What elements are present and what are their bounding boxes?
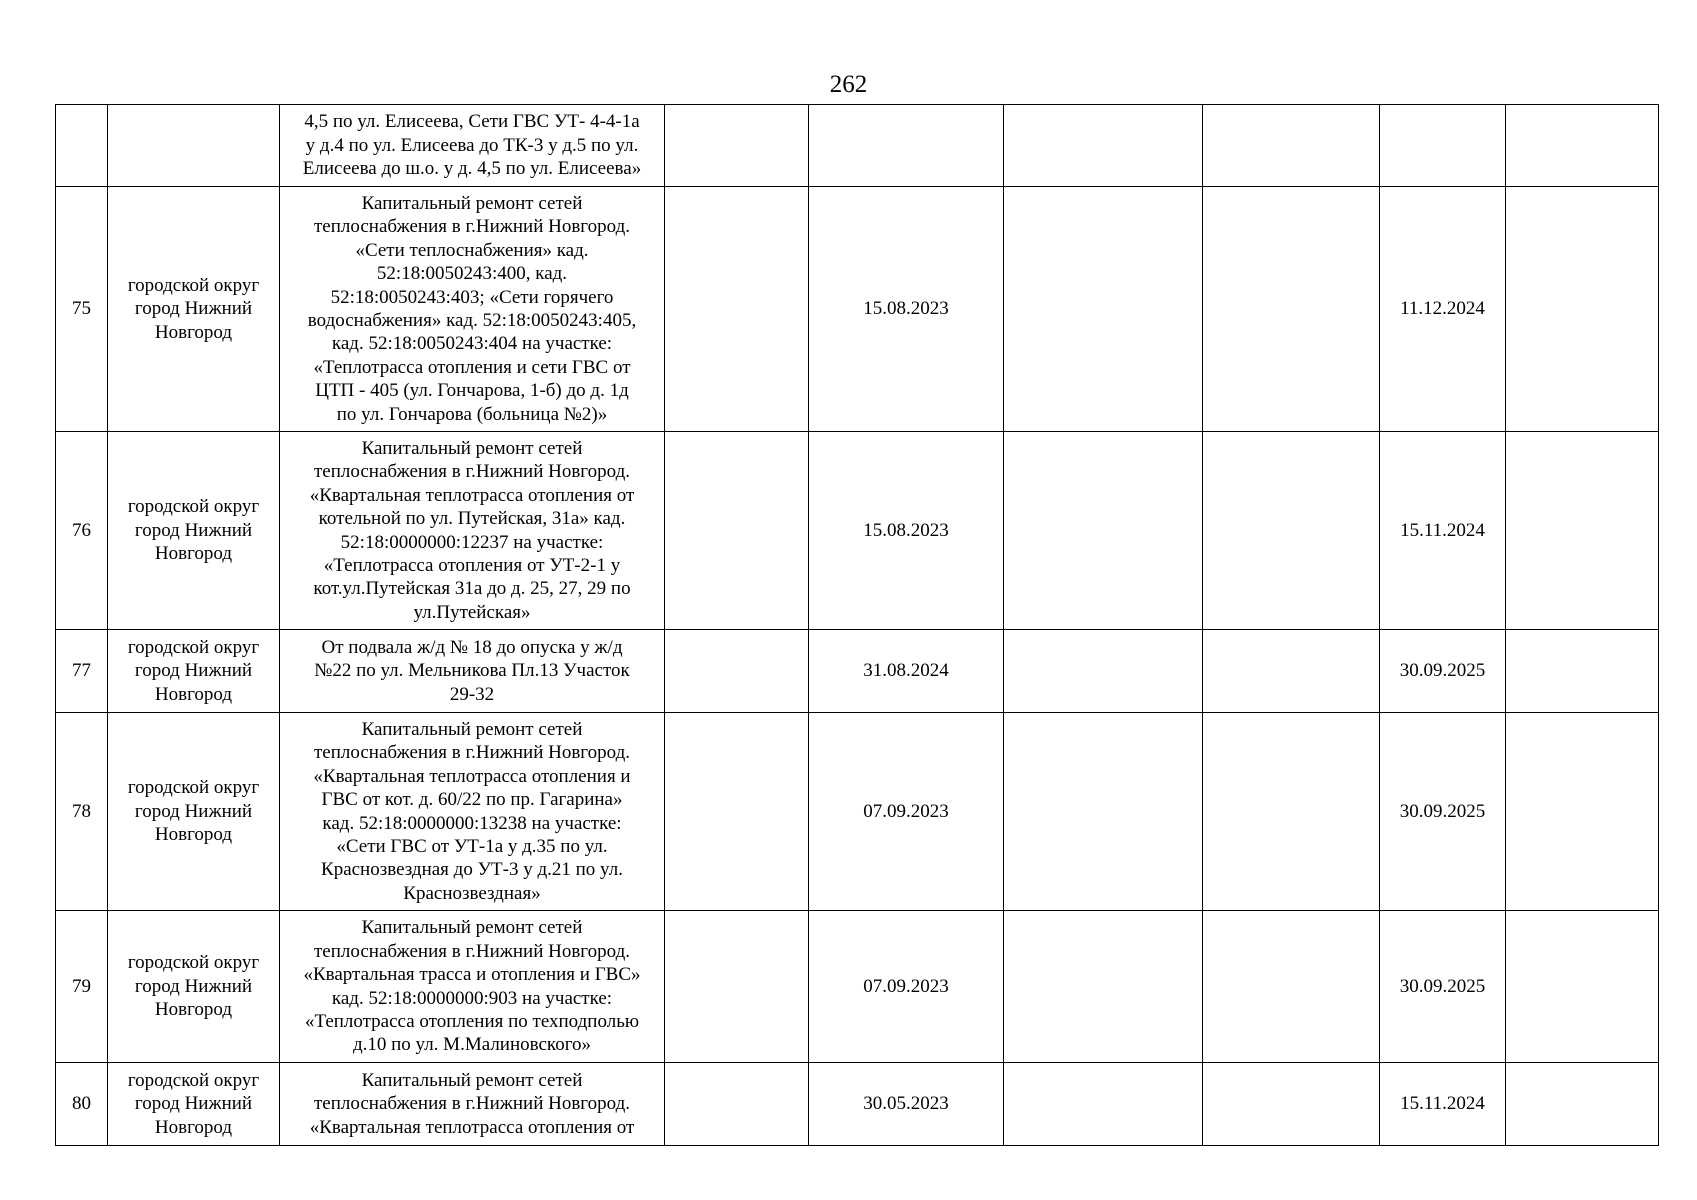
municipality-line: городской округ xyxy=(127,636,260,658)
table-row xyxy=(56,187,1659,432)
municipality-line: городской округ xyxy=(127,1069,260,1091)
start-date-cell: 31.08.2024 xyxy=(809,630,1004,713)
table-row xyxy=(56,105,1659,187)
table-body xyxy=(56,105,1659,1146)
column-7-cell xyxy=(1203,713,1380,911)
column-9-cell xyxy=(1506,1063,1659,1146)
description-line: теплоснабжения в г.Нижний Новгород. xyxy=(314,742,630,764)
municipality-line: Новгород xyxy=(154,1116,233,1138)
start-date-cell: 30.05.2023 xyxy=(809,1063,1004,1146)
column-4-cell xyxy=(665,1063,809,1146)
description-line: Капитальный ремонт сетей xyxy=(361,718,583,740)
description-line: кад. 52:18:0000000:903 на участке: xyxy=(331,987,613,1009)
municipality-line: город Нижний xyxy=(134,660,253,682)
column-7-cell xyxy=(1203,432,1380,630)
row-number-cell: 77 xyxy=(56,630,108,713)
table-row xyxy=(56,432,1659,630)
end-date-cell: 11.12.2024 xyxy=(1380,187,1506,432)
column-6-cell xyxy=(1004,630,1203,713)
description-line: д.10 по ул. М.Малиновского» xyxy=(352,1034,592,1056)
municipality-line: городской округ xyxy=(127,952,260,974)
municipality-line: город Нижний xyxy=(134,800,253,822)
column-7-cell xyxy=(1203,105,1380,187)
end-date-cell: 30.09.2025 xyxy=(1380,911,1506,1063)
column-4-cell xyxy=(665,432,809,630)
description-line: теплоснабжения в г.Нижний Новгород. xyxy=(314,940,630,962)
description-line: «Теплотрасса отопления от УТ-2-1 у xyxy=(323,554,621,576)
municipality-line: город Нижний xyxy=(134,519,253,541)
column-6-cell xyxy=(1004,432,1203,630)
municipality-line: город Нижний xyxy=(134,298,253,320)
description-line: «Сети ГВС от УТ-1а у д.35 по ул. xyxy=(336,835,608,857)
description-cell xyxy=(280,187,665,432)
column-6-cell xyxy=(1004,187,1203,432)
description-line: «Квартальная теплотрасса отопления и xyxy=(313,765,631,787)
column-7-cell xyxy=(1203,1063,1380,1146)
end-date-cell xyxy=(1380,105,1506,187)
column-6-cell xyxy=(1004,713,1203,911)
description-line: «Сети теплоснабжения» кад. xyxy=(355,239,589,261)
municipality-cell xyxy=(108,432,280,630)
description-line: Капитальный ремонт сетей xyxy=(361,1069,583,1091)
description-line: 4,5 по ул. Елисеева, Сети ГВС УТ- 4-4-1а xyxy=(304,111,640,133)
end-date-cell: 30.09.2025 xyxy=(1380,713,1506,911)
description-line: №22 по ул. Мельникова Пл.13 Участок xyxy=(314,660,630,682)
end-date-cell: 30.09.2025 xyxy=(1380,630,1506,713)
description-line: Елисеева до ш.о. у д. 4,5 по ул. Елисеева» xyxy=(302,158,642,180)
column-7-cell xyxy=(1203,187,1380,432)
start-date-cell xyxy=(809,105,1004,187)
start-date-cell: 07.09.2023 xyxy=(809,911,1004,1063)
description-line: «Теплотрасса отопления по техподполью xyxy=(304,1010,640,1032)
description-line: ул.Путейская» xyxy=(413,601,531,623)
municipality-line: город Нижний xyxy=(134,975,253,997)
description-line: 52:18:0050243:403; «Сети горячего xyxy=(330,286,614,308)
end-date-cell: 15.11.2024 xyxy=(1380,432,1506,630)
description-line: у д.4 по ул. Елисеева до ТК-3 у д.5 по ул. xyxy=(305,134,639,156)
row-number-cell xyxy=(56,105,108,187)
description-line: теплоснабжения в г.Нижний Новгород. xyxy=(314,216,630,238)
description-line: От подвала ж/д № 18 до опуска у ж/д xyxy=(321,636,623,658)
description-line: Капитальный ремонт сетей xyxy=(361,437,583,459)
description-line: ГВС от кот. д. 60/22 по пр. Гагарина» xyxy=(321,789,623,811)
description-cell xyxy=(280,713,665,911)
column-9-cell xyxy=(1506,105,1659,187)
municipality-cell xyxy=(108,911,280,1063)
description-line: «Квартальная теплотрасса отопления от xyxy=(309,1116,635,1138)
column-4-cell xyxy=(665,713,809,911)
table-row xyxy=(56,713,1659,911)
description-cell xyxy=(280,105,665,187)
column-7-cell xyxy=(1203,630,1380,713)
description-line: 52:18:0050243:400, кад. xyxy=(376,263,568,285)
row-number-cell: 78 xyxy=(56,713,108,911)
page-number: 262 xyxy=(829,71,868,98)
municipality-cell xyxy=(108,713,280,911)
row-number-cell: 75 xyxy=(56,187,108,432)
description-line: теплоснабжения в г.Нижний Новгород. xyxy=(314,461,630,483)
municipality-cell xyxy=(108,105,280,187)
municipality-cell xyxy=(108,187,280,432)
description-line: Капитальный ремонт сетей xyxy=(361,917,583,939)
table-row xyxy=(56,1063,1659,1146)
description-line: «Квартальная теплотрасса отопления от xyxy=(309,484,635,506)
column-4-cell xyxy=(665,630,809,713)
column-6-cell xyxy=(1004,105,1203,187)
column-9-cell xyxy=(1506,432,1659,630)
works-table xyxy=(55,104,1659,1146)
description-line: «Теплотрасса отопления и сети ГВС от xyxy=(313,356,631,378)
description-cell xyxy=(280,911,665,1063)
end-date-cell: 15.11.2024 xyxy=(1380,1063,1506,1146)
description-line: кад. 52:18:0000000:13238 на участке: xyxy=(322,812,622,834)
column-6-cell xyxy=(1004,1063,1203,1146)
column-9-cell xyxy=(1506,713,1659,911)
column-4-cell xyxy=(665,911,809,1063)
description-line: Капитальный ремонт сетей xyxy=(361,192,583,214)
table-row xyxy=(56,630,1659,713)
description-cell xyxy=(280,630,665,713)
table-row xyxy=(56,911,1659,1063)
column-9-cell xyxy=(1506,187,1659,432)
municipality-line: Новгород xyxy=(154,824,233,846)
description-cell xyxy=(280,432,665,630)
start-date-cell: 15.08.2023 xyxy=(809,187,1004,432)
municipality-cell xyxy=(108,1063,280,1146)
row-number-cell: 80 xyxy=(56,1063,108,1146)
column-4-cell xyxy=(665,187,809,432)
description-line: 52:18:0000000:12237 на участке: xyxy=(340,531,604,553)
column-6-cell xyxy=(1004,911,1203,1063)
municipality-line: Новгород xyxy=(154,999,233,1021)
column-9-cell xyxy=(1506,630,1659,713)
description-line: котельной по ул. Путейская, 31а» кад. xyxy=(318,508,626,530)
column-7-cell xyxy=(1203,911,1380,1063)
start-date-cell: 07.09.2023 xyxy=(809,713,1004,911)
row-number-cell: 79 xyxy=(56,911,108,1063)
description-cell xyxy=(280,1063,665,1146)
description-line: Краснозвездная» xyxy=(403,882,541,904)
municipality-line: Новгород xyxy=(154,543,233,565)
column-4-cell xyxy=(665,105,809,187)
description-line: «Квартальная трасса и отопления и ГВС» xyxy=(303,964,641,986)
description-line: 29-32 xyxy=(449,683,495,705)
municipality-line: город Нижний xyxy=(134,1093,253,1115)
municipality-cell xyxy=(108,630,280,713)
description-line: теплоснабжения в г.Нижний Новгород. xyxy=(314,1093,630,1115)
row-number-cell: 76 xyxy=(56,432,108,630)
start-date-cell: 15.08.2023 xyxy=(809,432,1004,630)
description-line: кад. 52:18:0050243:404 на участке: xyxy=(331,333,613,355)
municipality-line: Новгород xyxy=(154,321,233,343)
column-9-cell xyxy=(1506,911,1659,1063)
municipality-line: городской округ xyxy=(127,274,260,296)
municipality-line: городской округ xyxy=(127,777,260,799)
description-line: Краснозвездная до УТ-3 у д.21 по ул. xyxy=(321,859,623,881)
description-line: водоснабжения» кад. 52:18:0050243:405, xyxy=(307,310,637,331)
municipality-line: Новгород xyxy=(154,683,233,705)
description-line: кот.ул.Путейская 31а до д. 25, 27, 29 по xyxy=(313,578,631,600)
description-line: по ул. Гончарова (больница №2)» xyxy=(336,403,608,425)
municipality-line: городской округ xyxy=(127,496,260,518)
description-line: ЦТП - 405 (ул. Гончарова, 1-б) до д. 1д xyxy=(315,380,629,402)
